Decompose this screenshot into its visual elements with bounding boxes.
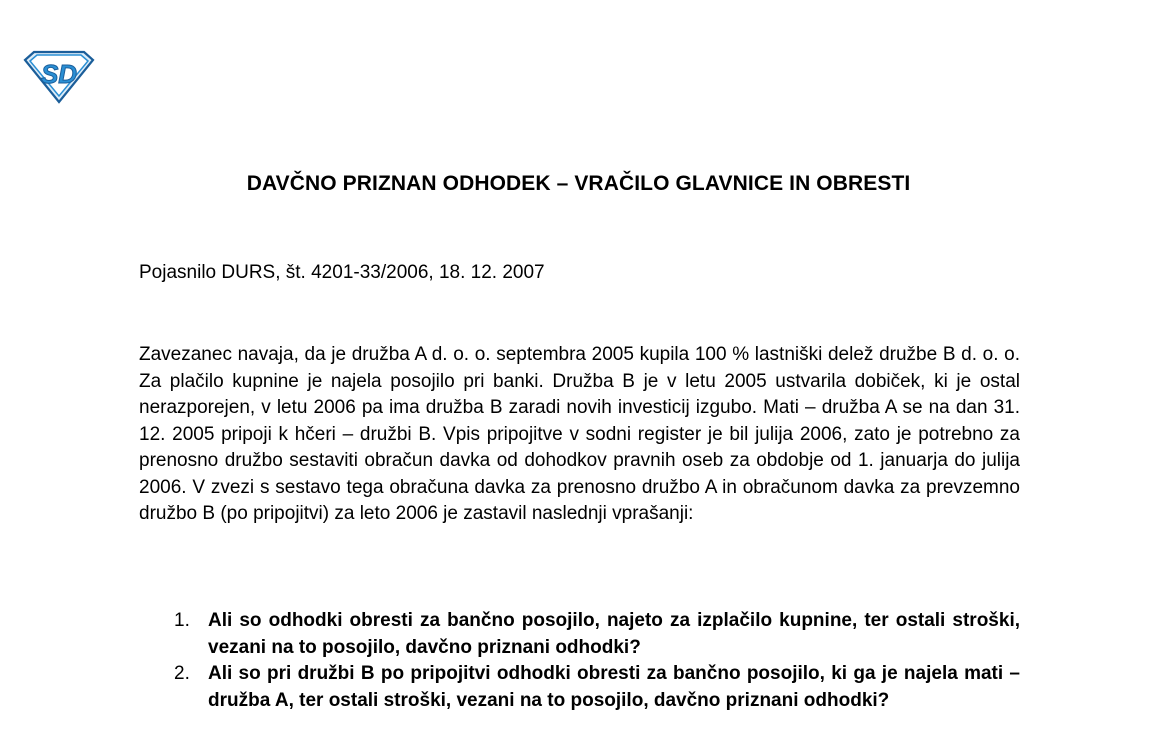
logo-letters: SD [40, 59, 78, 89]
logo [22, 50, 96, 104]
document-title: DAVČNO PRIZNAN ODHODEK – VRAČILO GLAVNICE IN OBRESTI [246, 172, 911, 195]
shield-logo-icon [22, 50, 96, 104]
document-reference: Pojasnilo DURS, št. 4201-33/2006, 18. 12. 2007 [139, 262, 545, 283]
questions-list [139, 608, 1020, 714]
question-number: 2. [174, 663, 190, 684]
intro-paragraph: Zavezanec navaja, da je družba A d. o. o. septembra 2005 kupila 100 % lastniški delež družbe B d. o. o. Za plačilo kupnine je najela posojilo pri banki. Družba B je v letu 2005 ustvarila dobiček, ki je ostal nerazporejen, v letu 2006 pa ima družba B zaradi novih investicij izgubo. Mati – družba A se na dan 31. 12. 2005 pripoji k hčeri – družbi B. Vpis pripojitve v sodni register je bil julija 2006, zato je potrebno za prenosno družbo sestaviti obračun davka od dohodkov pravnih oseb za obdobje od 1. januarja do julija 2006. V zvezi s sestavo tega obračuna davka za prenosno družbo A in obračunom davka za prevzemno družbo B (po pripojitvi) za leto 2006 je zastavil naslednji vprašanji: [139, 344, 1020, 524]
question-text: Ali so pri družbi B po pripojitvi odhodki obresti za bančno posojilo, ki ga je najela mati – družba A, ter ostali stroški, vezani na to posojilo, davčno priznani odhodki? [208, 663, 1020, 711]
question-item [139, 661, 1020, 714]
question-text: Ali so odhodki obresti za bančno posojilo, najeto za izplačilo kupnine, ter ostali stroški, vezani na to posojilo, davčno priznani odhodki? [208, 610, 1020, 658]
question-number: 1. [174, 610, 190, 631]
question-item [139, 608, 1020, 661]
